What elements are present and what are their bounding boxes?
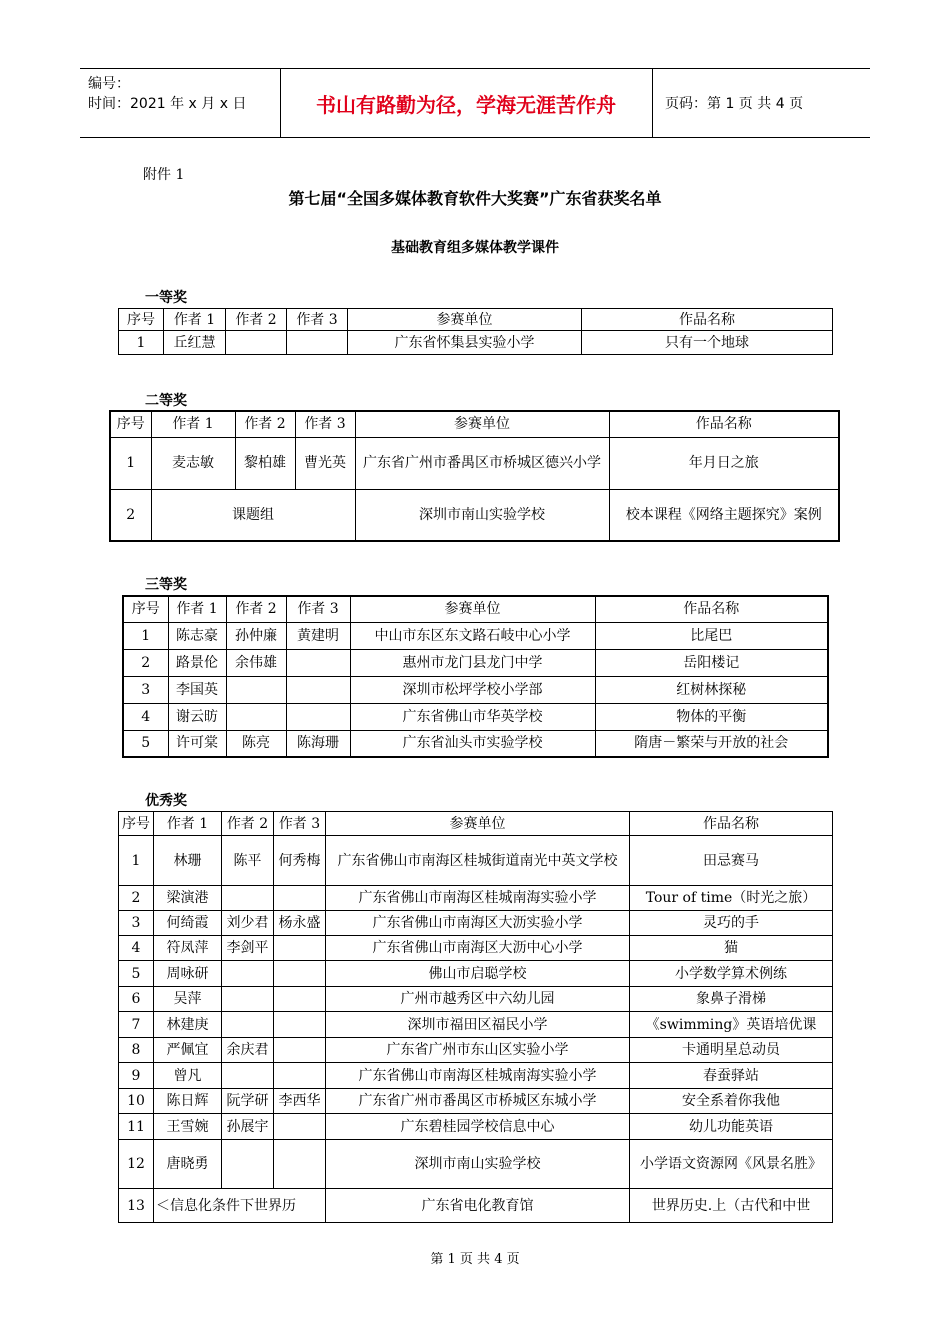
table-row bbox=[123, 622, 828, 649]
index-cell: 3 bbox=[123, 676, 168, 703]
work-cell: 卡通明星总动员 bbox=[630, 1038, 833, 1063]
table-row bbox=[123, 649, 828, 676]
author3-cell bbox=[274, 1012, 326, 1038]
author2-cell: 余庆君 bbox=[222, 1038, 274, 1063]
table-row bbox=[119, 1089, 833, 1114]
author1-cell: 唐晓勇 bbox=[154, 1140, 222, 1189]
author1-cell: 符凤萍 bbox=[154, 936, 222, 961]
index-cell: 1 bbox=[119, 836, 154, 886]
author2-cell bbox=[222, 987, 274, 1012]
index-cell: 2 bbox=[119, 886, 154, 911]
column-header: 作者 3 bbox=[287, 309, 348, 331]
page-header bbox=[80, 68, 870, 138]
work-cell: 小学数学算术例练 bbox=[630, 961, 833, 987]
unit-cell: 广东省佛山市南海区大沥中心小学 bbox=[326, 936, 630, 961]
table-row bbox=[119, 836, 833, 886]
author1-cell: 课题组 bbox=[151, 489, 355, 541]
author1-cell: 李国英 bbox=[168, 676, 226, 703]
author2-cell: 孙展宇 bbox=[222, 1114, 274, 1140]
work-cell: 春蚕驿站 bbox=[630, 1063, 833, 1089]
section-heading-merit: 优秀奖 bbox=[145, 793, 187, 809]
author1-cell: 陈志豪 bbox=[168, 622, 226, 649]
column-header: 作者 1 bbox=[164, 309, 226, 331]
index-cell: 1 bbox=[123, 622, 168, 649]
unit-cell: 中山市东区东文路石岐中心小学 bbox=[350, 622, 595, 649]
author3-cell bbox=[287, 331, 348, 355]
work-cell: 比尾巴 bbox=[595, 622, 828, 649]
table-row bbox=[123, 730, 828, 757]
column-header: 作品名称 bbox=[630, 812, 833, 836]
author1-cell: 林建庚 bbox=[154, 1012, 222, 1038]
work-cell: 猫 bbox=[630, 936, 833, 961]
unit-cell: 惠州市龙门县龙门中学 bbox=[350, 649, 595, 676]
index-cell: 9 bbox=[119, 1063, 154, 1089]
author1-cell: 林珊 bbox=[154, 836, 222, 886]
work-cell: 《swimming》英语培优课 bbox=[630, 1012, 833, 1038]
author1-cell: 王雪婉 bbox=[154, 1114, 222, 1140]
work-cell: Tour of time（时光之旅） bbox=[630, 886, 833, 911]
author1-cell: 严佩宜 bbox=[154, 1038, 222, 1063]
author3-cell bbox=[274, 1140, 326, 1189]
unit-cell: 深圳市松坪学校小学部 bbox=[350, 676, 595, 703]
unit-cell: 广东省汕头市实验学校 bbox=[350, 730, 595, 757]
index-cell: 2 bbox=[110, 489, 151, 541]
index-cell: 1 bbox=[110, 437, 151, 489]
table-header-row bbox=[119, 309, 833, 331]
index-cell: 12 bbox=[119, 1140, 154, 1189]
work-cell: 岳阳楼记 bbox=[595, 649, 828, 676]
column-header: 作者 1 bbox=[168, 596, 226, 622]
column-header: 作者 3 bbox=[295, 411, 355, 437]
first-prize-table bbox=[118, 308, 833, 355]
work-cell: 安全系着你我他 bbox=[630, 1089, 833, 1114]
index-cell: 8 bbox=[119, 1038, 154, 1063]
table-header-row bbox=[119, 812, 833, 836]
unit-cell: 深圳市福田区福民小学 bbox=[326, 1012, 630, 1038]
author3-cell: 杨永盛 bbox=[274, 911, 326, 936]
unit-cell: 广东省怀集县实验小学 bbox=[348, 331, 582, 355]
header-motto: 书山有路勤为径，学海无涯苦作舟 bbox=[280, 69, 653, 137]
section-heading-third: 三等奖 bbox=[145, 577, 187, 593]
author1-cell: 吴萍 bbox=[154, 987, 222, 1012]
work-cell: 校本课程《网络主题探究》案例 bbox=[609, 489, 839, 541]
author2-cell: 陈亮 bbox=[226, 730, 286, 757]
table-row bbox=[110, 437, 839, 489]
work-cell: 红树林探秘 bbox=[595, 676, 828, 703]
index-cell: 5 bbox=[119, 961, 154, 987]
table-row bbox=[119, 1012, 833, 1038]
table-row bbox=[123, 676, 828, 703]
work-cell: 幼儿功能英语 bbox=[630, 1114, 833, 1140]
unit-cell: 广东省广州市番禺区市桥城区德兴小学 bbox=[355, 437, 609, 489]
column-header: 作品名称 bbox=[609, 411, 839, 437]
author1-cell: 周咏研 bbox=[154, 961, 222, 987]
unit-cell: 广东省佛山市南海区桂城南海实验小学 bbox=[326, 886, 630, 911]
unit-cell: 广东省电化教育馆 bbox=[326, 1189, 630, 1223]
section-heading-second: 二等奖 bbox=[145, 393, 187, 409]
work-cell: 灵巧的手 bbox=[630, 911, 833, 936]
index-cell: 13 bbox=[119, 1189, 154, 1223]
index-cell: 6 bbox=[119, 987, 154, 1012]
author3-cell bbox=[274, 1038, 326, 1063]
author2-cell: 李剑平 bbox=[222, 936, 274, 961]
table-row bbox=[119, 936, 833, 961]
section-heading-first: 一等奖 bbox=[145, 290, 187, 306]
author3-cell: 李西华 bbox=[274, 1089, 326, 1114]
author1-cell: ＜信息化条件下世界历 bbox=[154, 1189, 326, 1223]
table-row bbox=[119, 1038, 833, 1063]
author2-cell bbox=[222, 1140, 274, 1189]
author3-cell bbox=[274, 886, 326, 911]
author3-cell bbox=[286, 676, 350, 703]
index-cell: 11 bbox=[119, 1114, 154, 1140]
author2-cell bbox=[226, 703, 286, 730]
work-cell: 世界历史.上（古代和中世 bbox=[630, 1189, 833, 1223]
second-prize-table bbox=[109, 410, 840, 542]
author1-cell: 谢云昉 bbox=[168, 703, 226, 730]
author3-cell bbox=[274, 987, 326, 1012]
header-page-label: 页码：第 1 页 共 4 页 bbox=[665, 96, 804, 112]
unit-cell: 深圳市南山实验学校 bbox=[355, 489, 609, 541]
author3-cell bbox=[274, 1063, 326, 1089]
author3-cell: 曹光英 bbox=[295, 437, 355, 489]
author3-cell bbox=[274, 1114, 326, 1140]
author3-cell bbox=[286, 649, 350, 676]
author3-cell: 陈海珊 bbox=[286, 730, 350, 757]
index-cell: 1 bbox=[119, 331, 164, 355]
author1-cell: 麦志敏 bbox=[151, 437, 235, 489]
index-cell: 5 bbox=[123, 730, 168, 757]
table-header-row bbox=[110, 411, 839, 437]
work-cell: 小学语文资源网《风景名胜》 bbox=[630, 1140, 833, 1189]
unit-cell: 佛山市启聪学校 bbox=[326, 961, 630, 987]
author2-cell bbox=[222, 1063, 274, 1089]
table-row bbox=[119, 1063, 833, 1089]
column-header: 参赛单位 bbox=[355, 411, 609, 437]
table-row bbox=[119, 331, 833, 355]
author3-cell: 何秀梅 bbox=[274, 836, 326, 886]
column-header: 序号 bbox=[119, 309, 164, 331]
work-cell: 隋唐－繁荣与开放的社会 bbox=[595, 730, 828, 757]
code-label: 编号： bbox=[88, 76, 130, 92]
author2-cell bbox=[226, 676, 286, 703]
unit-cell: 广东省佛山市南海区大沥实验小学 bbox=[326, 911, 630, 936]
column-header: 序号 bbox=[110, 411, 151, 437]
header-meta bbox=[80, 69, 281, 137]
work-cell: 象鼻子滑梯 bbox=[630, 987, 833, 1012]
work-cell: 田忌赛马 bbox=[630, 836, 833, 886]
author2-cell: 阮学研 bbox=[222, 1089, 274, 1114]
author1-cell: 丘红慧 bbox=[164, 331, 226, 355]
column-header: 参赛单位 bbox=[348, 309, 582, 331]
table-row bbox=[119, 987, 833, 1012]
work-cell: 物体的平衡 bbox=[595, 703, 828, 730]
author2-cell bbox=[222, 961, 274, 987]
author2-cell bbox=[222, 1012, 274, 1038]
column-header: 序号 bbox=[119, 812, 154, 836]
third-prize-table bbox=[122, 595, 829, 758]
document-title: 第七届“全国多媒体教育软件大奖赛”广东省获奖名单 bbox=[288, 189, 662, 208]
index-cell: 4 bbox=[119, 936, 154, 961]
author1-cell: 许可棠 bbox=[168, 730, 226, 757]
author2-cell: 陈平 bbox=[222, 836, 274, 886]
table-row bbox=[119, 1140, 833, 1189]
page-footer: 第 1 页 共 4 页 bbox=[430, 1252, 520, 1267]
column-header: 参赛单位 bbox=[350, 596, 595, 622]
table-row bbox=[119, 1114, 833, 1140]
column-header: 作者 2 bbox=[222, 812, 274, 836]
index-cell: 4 bbox=[123, 703, 168, 730]
column-header: 作者 1 bbox=[154, 812, 222, 836]
author1-cell: 曾凡 bbox=[154, 1063, 222, 1089]
table-header-row bbox=[123, 596, 828, 622]
document-subtitle: 基础教育组多媒体教学课件 bbox=[391, 240, 559, 256]
unit-cell: 广东碧桂园学校信息中心 bbox=[326, 1114, 630, 1140]
author2-cell: 刘少君 bbox=[222, 911, 274, 936]
unit-cell: 广州市越秀区中六幼儿园 bbox=[326, 987, 630, 1012]
date-label: 时间：2021 年 x 月 x 日 bbox=[88, 96, 247, 112]
author1-cell: 陈日辉 bbox=[154, 1089, 222, 1114]
author2-cell: 孙仲廉 bbox=[226, 622, 286, 649]
author2-cell bbox=[226, 331, 287, 355]
work-cell: 年月日之旅 bbox=[609, 437, 839, 489]
index-cell: 10 bbox=[119, 1089, 154, 1114]
author3-cell: 黄建明 bbox=[286, 622, 350, 649]
author3-cell bbox=[274, 961, 326, 987]
column-header: 作者 3 bbox=[286, 596, 350, 622]
author1-cell: 梁演港 bbox=[154, 886, 222, 911]
unit-cell: 广东省佛山市南海区桂城街道南光中英文学校 bbox=[326, 836, 630, 886]
column-header: 作者 2 bbox=[226, 309, 287, 331]
column-header: 作品名称 bbox=[595, 596, 828, 622]
table-row bbox=[119, 886, 833, 911]
author3-cell bbox=[286, 703, 350, 730]
unit-cell: 广东省佛山市华英学校 bbox=[350, 703, 595, 730]
column-header: 作者 1 bbox=[151, 411, 235, 437]
table-row bbox=[119, 1189, 833, 1223]
author1-cell: 何绮霞 bbox=[154, 911, 222, 936]
author1-cell: 路景伦 bbox=[168, 649, 226, 676]
table-row bbox=[110, 489, 839, 541]
column-header: 作者 2 bbox=[226, 596, 286, 622]
author2-cell bbox=[222, 886, 274, 911]
column-header: 序号 bbox=[123, 596, 168, 622]
column-header: 参赛单位 bbox=[326, 812, 630, 836]
unit-cell: 广东省广州市番禺区市桥城区东城小学 bbox=[326, 1089, 630, 1114]
index-cell: 2 bbox=[123, 649, 168, 676]
work-cell: 只有一个地球 bbox=[582, 331, 833, 355]
merit-prize-table bbox=[118, 811, 833, 1223]
author2-cell: 余伟雄 bbox=[226, 649, 286, 676]
index-cell: 7 bbox=[119, 1012, 154, 1038]
column-header: 作品名称 bbox=[582, 309, 833, 331]
column-header: 作者 3 bbox=[274, 812, 326, 836]
table-row bbox=[119, 961, 833, 987]
author3-cell bbox=[274, 936, 326, 961]
column-header: 作者 2 bbox=[235, 411, 295, 437]
table-row bbox=[123, 703, 828, 730]
unit-cell: 广东省广州市东山区实验小学 bbox=[326, 1038, 630, 1063]
unit-cell: 深圳市南山实验学校 bbox=[326, 1140, 630, 1189]
attachment-label: 附件 1 bbox=[143, 167, 185, 183]
table-row bbox=[119, 911, 833, 936]
index-cell: 3 bbox=[119, 911, 154, 936]
unit-cell: 广东省佛山市南海区桂城南海实验小学 bbox=[326, 1063, 630, 1089]
author2-cell: 黎柏雄 bbox=[235, 437, 295, 489]
